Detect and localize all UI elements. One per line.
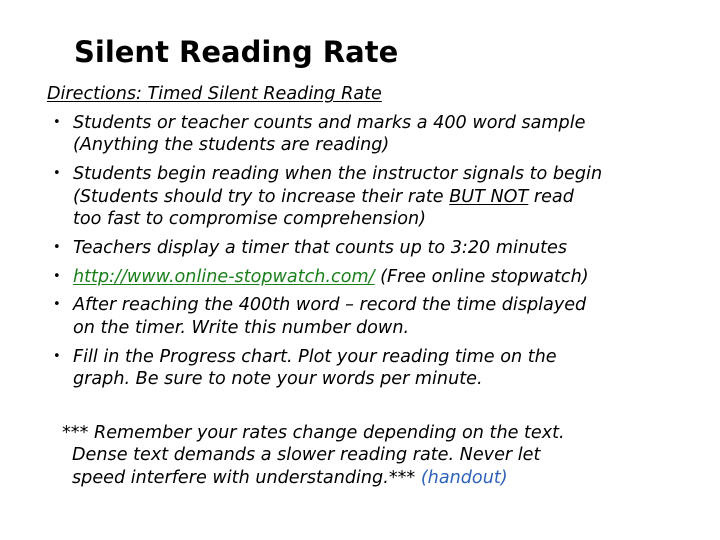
list-item <box>47 163 707 230</box>
list-item-text: Fill in the Progress chart. Plot your reading time on the <box>73 346 557 367</box>
list-item-text: After reaching the 400th word – record the time displayed <box>73 295 587 316</box>
list-item <box>47 237 707 259</box>
emphasis-text: BUT NOT <box>449 186 529 207</box>
list-item-text: Students begin reading when the instructor signals to begin <box>73 164 603 185</box>
list-item <box>47 294 707 339</box>
instructions-list <box>47 112 707 397</box>
stopwatch-link[interactable]: http://www.online-stopwatch.com/ <box>73 266 375 287</box>
bullet-icon: • <box>53 268 61 284</box>
bullet-icon: • <box>53 166 61 182</box>
reminder-note <box>62 422 565 489</box>
directions-heading: Directions: Timed Silent Reading Rate <box>47 84 382 104</box>
list-item-text: graph. Be sure to note your words per minute. <box>73 369 483 390</box>
list-item-text: Students or teacher counts and marks a 400 word sample <box>73 113 586 133</box>
list-item-text <box>73 266 707 288</box>
list-item-text-part: (Students should try to increase their rate <box>73 186 450 207</box>
bullet-icon: • <box>53 115 61 130</box>
list-item-text: on the timer. Write this number down. <box>73 317 410 338</box>
bullet-icon: • <box>53 297 61 313</box>
list-item-text-part: read <box>528 186 574 207</box>
list-item-text <box>73 186 707 208</box>
handout-label: (handout) <box>420 467 508 488</box>
list-item <box>47 266 707 288</box>
reminder-text-part: speed interfere with understanding.*** <box>72 467 421 488</box>
list-item-text: too fast to compromise comprehension) <box>73 209 427 230</box>
reminder-text: Dense text demands a slower reading rate. Never let <box>72 445 541 466</box>
page-title: Silent Reading Rate <box>74 35 399 69</box>
reminder-text: *** Remember your rates change depending on the text. <box>62 423 565 443</box>
bullet-icon: • <box>53 348 61 364</box>
reminder-text <box>62 467 565 489</box>
list-item <box>47 346 707 391</box>
list-item-text-part: (Free online stopwatch) <box>374 266 589 287</box>
bullet-icon: • <box>53 239 61 255</box>
list-item-text: Teachers display a timer that counts up to 3:20 minutes <box>73 237 568 258</box>
list-item <box>47 112 707 157</box>
list-item-text: (Anything the students are reading) <box>73 135 390 156</box>
